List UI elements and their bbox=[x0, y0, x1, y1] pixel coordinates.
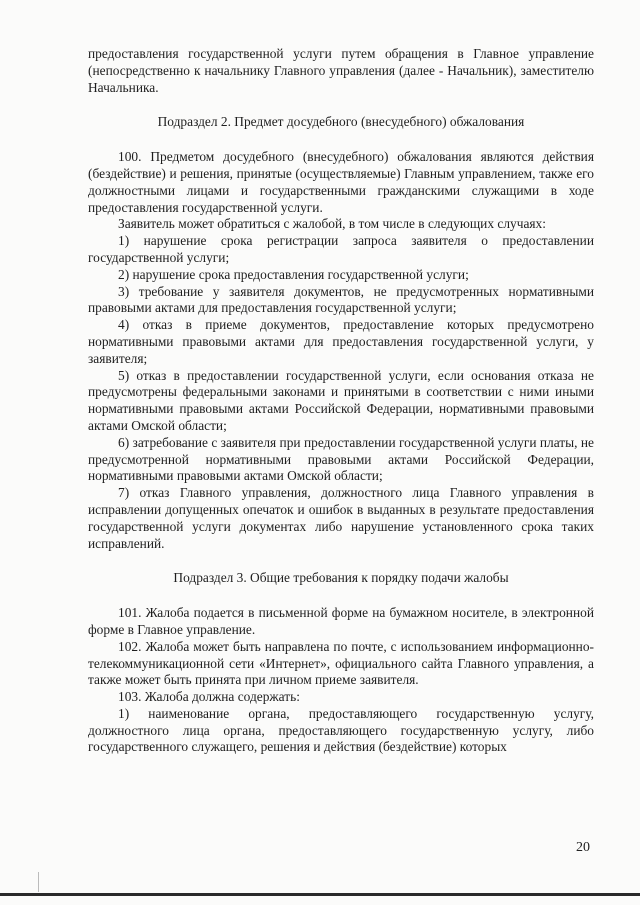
paragraph-101: 101. Жалоба подается в письменной форме на бумажном носителе, в электронной форме в Главное управление. bbox=[88, 605, 594, 637]
paragraph-100: 100. Предметом досудебного (внесудебного) обжалования являются действия (бездействие) и решения, принятые (осуществляемые) Главным управлением, также его должностными лицами и государственными гражданскими служащими в ходе предоставления государственной услуги. bbox=[88, 149, 594, 215]
case-5: 5) отказ в предоставлении государственной услуги, если основания отказа не предусмотрены федеральными законами и принятыми в соответствии с ними иными нормативными правовыми актами Российской Федерации, нормативными правовыми актами Омской области; bbox=[88, 367, 594, 433]
case-3: 3) требование у заявителя документов, не предусмотренных нормативными правовыми актами для предоставления государственной услуги; bbox=[88, 283, 594, 316]
subsection-2-title: Подраздел 2. Предмет досудебного (внесудебного) обжалования bbox=[157, 114, 525, 130]
case-7: 7) отказ Главного управления, должностного лица Главного управления в исправлении допущенных опечаток и ошибок в выданных в результате предоставления государственной услуги документах либо нарушение установленного срока таких исправлений. bbox=[88, 485, 594, 551]
document-body bbox=[88, 46, 594, 756]
case-4: 4) отказ в приеме документов, предоставление которых предусмотрено нормативными правовыми актами для предоставления государственной услуги, у заявителя; bbox=[88, 317, 594, 366]
bottom-scan-border bbox=[0, 893, 640, 896]
paragraph-103-item-1: 1) наименование органа, предоставляющего государственную услугу, должностного лица органа, предоставляющего государственную услугу, либо государственного служащего, решения и действия (бездействие) которых bbox=[88, 705, 594, 755]
case-6: 6) затребование с заявителя при предоставлении государственной услуги платы, не предусмотренной нормативными правовыми актами Российской Федерации, нормативными правовыми актами Омской области; bbox=[88, 434, 594, 484]
paragraph-applicant: Заявитель может обратиться с жалобой, в том числе в следующих случаях: bbox=[118, 216, 546, 232]
paragraph-102: 102. Жалоба может быть направлена по почте, с использованием информационно-телекоммуникационной сети «Интернет», официального сайта Главного управления, а также может быть принята при личном приеме заявителя. bbox=[88, 638, 594, 688]
subsection-3-title: Подраздел 3. Общие требования к порядку подачи жалобы bbox=[173, 570, 509, 586]
scan-artifact bbox=[38, 872, 39, 892]
paragraph-103: 103. Жалоба должна содержать: bbox=[118, 689, 300, 705]
case-2: 2) нарушение срока предоставления государственной услуги; bbox=[118, 266, 469, 282]
page-number: 20 bbox=[576, 840, 590, 855]
intro-paragraph: предоставления государственной услуги путем обращения в Главное управление (непосредственно к начальнику Главного управления (далее - Начальник), заместителю Начальника. bbox=[88, 46, 594, 95]
case-1: 1) нарушение срока регистрации запроса заявителя о предоставлении государственной услуги; bbox=[88, 233, 594, 265]
